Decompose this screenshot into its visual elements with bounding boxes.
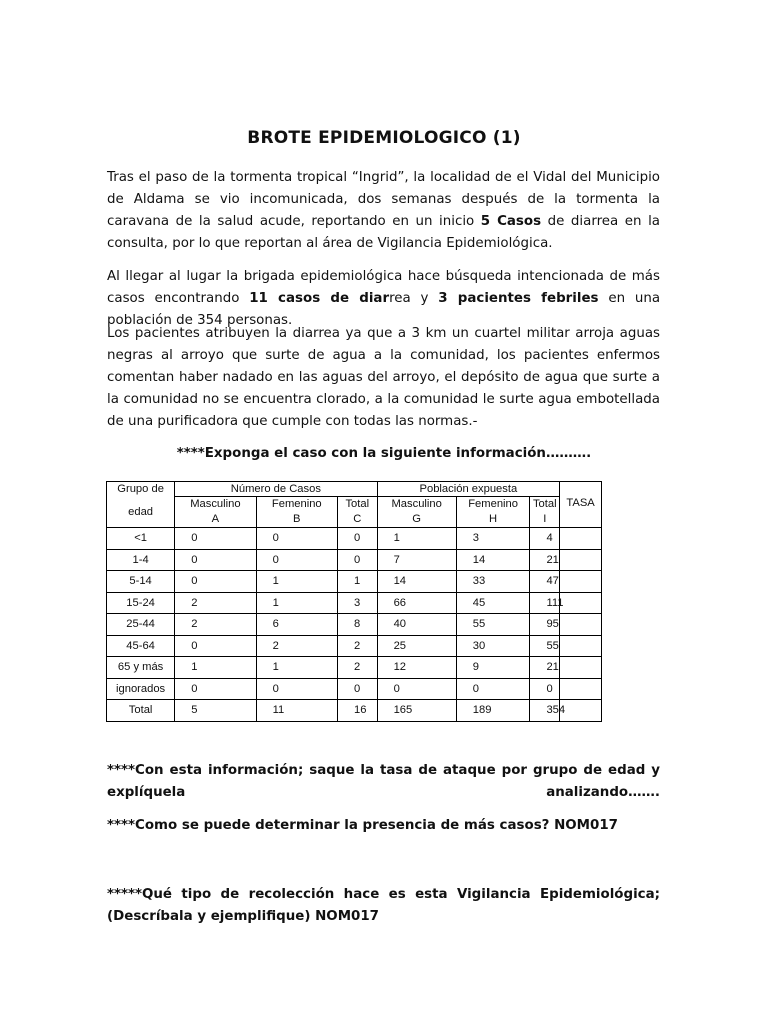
question-surveillance: *****Qué tipo de recolección hace es esta Vigilancia Epidemiológica; (Descríbala y ejemplifique) NOM017 [107, 887, 660, 924]
table-row [107, 592, 602, 614]
total-cases-cell: 0 [337, 528, 377, 550]
tasa-cell [560, 657, 602, 679]
total-cases-cell: 0 [337, 549, 377, 571]
total-pop-cell: 4 [530, 528, 560, 550]
col-letter-g: G [377, 511, 456, 528]
tasa-cell [560, 678, 602, 700]
masc-cases-cell: 5 [175, 700, 256, 722]
total-pop-cell: 55 [530, 635, 560, 657]
col-masc-pop: Masculino [377, 497, 456, 512]
fem-cases-cell: 6 [256, 614, 337, 636]
fem-cases-cell: 1 [256, 571, 337, 593]
group-cell: 1-4 [107, 549, 175, 571]
masc-cases-cell: 0 [175, 635, 256, 657]
col-fem-pop: Femenino [456, 497, 530, 512]
col-letter-i: I [530, 511, 560, 528]
fem-pop-cell: 14 [456, 549, 530, 571]
total-pop-cell: 111 [530, 592, 560, 614]
col-letter-h: H [456, 511, 530, 528]
fem-pop-cell: 3 [456, 528, 530, 550]
fem-cases-cell: 0 [256, 549, 337, 571]
table-row [107, 700, 602, 722]
col-masc-cases: Masculino [175, 497, 256, 512]
paragraph-text: rea y [389, 291, 439, 306]
col-letter-a: A [175, 511, 256, 528]
total-pop-cell: 354 [530, 700, 560, 722]
fem-pop-cell: 189 [456, 700, 530, 722]
fem-cases-cell: 0 [256, 528, 337, 550]
group-cell: 45-64 [107, 635, 175, 657]
cases-header: Número de Casos [175, 482, 377, 497]
question-text: ****Con esta información; saque la tasa de ataque por grupo de edad y explíquela analizando……. [107, 763, 660, 800]
total-pop-cell: 21 [530, 657, 560, 679]
paragraph-causes: Los pacientes atribuyen la diarrea ya que a 3 km un cuartel militar arroja aguas negras al arroyo que surte de agua a la comunidad, los pacientes enfermos comentan haber nadado en las aguas del arroyo, el depósito de agua que surte a la comunidad no se encuentra clorado, a la comunidad le surte agua embotellada de una purificadora que cumple con todas las normas.- [107, 326, 660, 429]
total-cases-cell: 2 [337, 635, 377, 657]
fem-cases-cell: 2 [256, 635, 337, 657]
group-header-2: edad [107, 497, 175, 528]
fem-pop-cell: 30 [456, 635, 530, 657]
paragraph-text: de diarrea en la consulta, por lo que reportan al área de Vigilancia Epidemiológica. [107, 214, 660, 251]
question-attack-rate [107, 760, 660, 804]
tasa-cell [560, 700, 602, 722]
bold-text: 11 casos de diar [249, 291, 390, 306]
paragraph-context [107, 167, 660, 255]
masc-cases-cell: 0 [175, 571, 256, 593]
fem-cases-cell: 1 [256, 592, 337, 614]
masc-cases-cell: 0 [175, 528, 256, 550]
group-header: Grupo de [107, 482, 175, 497]
paragraph-text: Al llegar al lugar la brigada epidemiológica hace búsqueda intencionada de más casos encontrando [107, 269, 660, 306]
total-cases-cell: 0 [337, 678, 377, 700]
group-cell: ignorados [107, 678, 175, 700]
masc-pop-cell: 0 [377, 678, 456, 700]
document-title: BROTE EPIDEMIOLOGICO (1) [247, 128, 521, 148]
population-header: Población expuesta [377, 482, 560, 497]
cases-table [106, 481, 602, 722]
bold-text: 5 Casos [480, 214, 542, 229]
masc-pop-cell: 66 [377, 592, 456, 614]
tasa-cell [560, 528, 602, 550]
group-cell: 25-44 [107, 614, 175, 636]
masc-pop-cell: 165 [377, 700, 456, 722]
tasa-header: TASA [560, 497, 602, 528]
table-row [107, 614, 602, 636]
masc-pop-cell: 25 [377, 635, 456, 657]
total-pop-cell: 21 [530, 549, 560, 571]
total-cases-cell: 1 [337, 571, 377, 593]
tasa-cell [560, 635, 602, 657]
paragraph-text: en una población de 354 personas. [107, 291, 661, 328]
fem-cases-cell: 11 [256, 700, 337, 722]
col-letter-c: C [337, 511, 377, 528]
fem-pop-cell: 55 [456, 614, 530, 636]
masc-cases-cell: 1 [175, 657, 256, 679]
tasa-cell [560, 614, 602, 636]
col-letter-b: B [256, 511, 337, 528]
question-more-cases: ****Como se puede determinar la presencia de más casos? NOM017 [107, 818, 618, 833]
tasa-cell [560, 571, 602, 593]
masc-pop-cell: 7 [377, 549, 456, 571]
group-cell: 15-24 [107, 592, 175, 614]
total-cases-cell: 8 [337, 614, 377, 636]
tasa-header-spacer [560, 482, 602, 497]
instruction-heading: ****Exponga el caso con la siguiente información………. [176, 446, 592, 461]
masc-pop-cell: 14 [377, 571, 456, 593]
col-total-cases: Total [337, 497, 377, 512]
total-cases-cell: 2 [337, 657, 377, 679]
fem-cases-cell: 1 [256, 657, 337, 679]
total-pop-cell: 95 [530, 614, 560, 636]
table-row [107, 549, 602, 571]
fem-pop-cell: 0 [456, 678, 530, 700]
fem-pop-cell: 33 [456, 571, 530, 593]
col-fem-cases: Femenino [256, 497, 337, 512]
group-cell: 5-14 [107, 571, 175, 593]
masc-pop-cell: 40 [377, 614, 456, 636]
group-cell: <1 [107, 528, 175, 550]
masc-cases-cell: 0 [175, 549, 256, 571]
group-cell: Total [107, 700, 175, 722]
total-pop-cell: 0 [530, 678, 560, 700]
table-row [107, 678, 602, 700]
tasa-cell [560, 592, 602, 614]
table-row [107, 528, 602, 550]
total-cases-cell: 16 [337, 700, 377, 722]
fem-pop-cell: 45 [456, 592, 530, 614]
masc-cases-cell: 0 [175, 678, 256, 700]
paragraph-text: Tras el paso de la tormenta tropical “Ingrid”, la localidad de el Vidal del Municipio de Aldama se vio incomunicada, dos semanas después de la tormenta la caravana de la salud acude, reportando en un inicio [107, 170, 660, 229]
group-cell: 65 y más [107, 657, 175, 679]
masc-pop-cell: 12 [377, 657, 456, 679]
col-total-pop: Total [530, 497, 560, 512]
table-row [107, 571, 602, 593]
table-row [107, 657, 602, 679]
table-row [107, 635, 602, 657]
bold-text: 3 pacientes febriles [438, 291, 599, 306]
fem-pop-cell: 9 [456, 657, 530, 679]
masc-pop-cell: 1 [377, 528, 456, 550]
fem-cases-cell: 0 [256, 678, 337, 700]
total-cases-cell: 3 [337, 592, 377, 614]
masc-cases-cell: 2 [175, 614, 256, 636]
masc-cases-cell: 2 [175, 592, 256, 614]
total-pop-cell: 47 [530, 571, 560, 593]
tasa-cell [560, 549, 602, 571]
